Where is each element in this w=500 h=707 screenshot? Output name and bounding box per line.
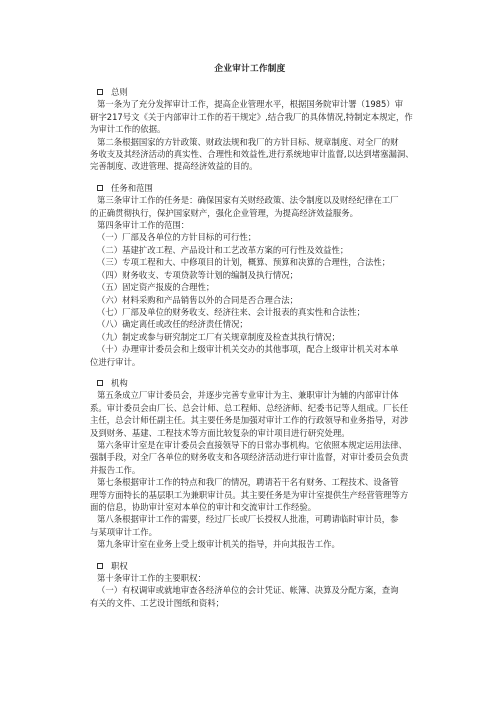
section-heading: [90, 86, 420, 98]
section-heading-text: 机构: [111, 377, 128, 388]
document-title: 企业审计工作制度: [214, 64, 286, 74]
checkbox-square-icon: [97, 380, 103, 386]
paragraph-line: 面的信息，协助审计室对本单位的审计和交流审计工作经验。: [90, 502, 317, 512]
paragraph-line: 第十条审计工作的主要职权：: [97, 573, 206, 584]
paragraph-line: 完善制度、改进管理、提高经济效益的目的。: [90, 161, 258, 172]
section-gap: [90, 368, 420, 377]
section-gap: [90, 551, 420, 560]
list-item-line: （三）专项工程和大、中修项目的计划，概算、预算和决算的合理性，合法性；: [97, 257, 391, 268]
list-item-line: 有关的文件、工艺设计图纸和资料；: [90, 597, 224, 608]
paragraph-line: 理等方面特长的基层职工为兼职审计员。其主要任务是为审计室提供生产经营管理等方: [90, 489, 409, 500]
paragraph-line: 与某项审计工作。: [90, 526, 157, 537]
paragraph-line: 的正确贯彻执行，保护国家财产，强化企业管理，为提高经济效益服务。: [90, 207, 358, 218]
paragraph-line: 并报告工作。: [90, 464, 141, 475]
list-item-line: （八）确定离任或改任的经济责任情况；: [97, 319, 248, 330]
checkbox-square-icon: [97, 185, 103, 191]
section-heading: [90, 182, 420, 194]
paragraph-line: 为审计工作的依据。: [90, 124, 166, 135]
list-item-line: （九）制定或参与研究制定工厂有关规章制度及检查其执行情况；: [97, 331, 340, 342]
list-item-line: （十）办理审计委员会和上级审计机关交办的其他事项，配合上级审计机关对本单: [97, 344, 399, 355]
paragraph-line: 第三条审计工作的任务是：确保国家有关财经政策、法令制度以及财经纪律在工厂: [97, 195, 399, 206]
list-item-line: （一）有权调审或就地审查各经济单位的会计凭证、帐簿、决算及分配方案，查询: [97, 585, 399, 596]
section-heading-text: 总则: [111, 87, 128, 97]
checkbox-square-icon: [97, 563, 103, 569]
paragraph-line: 第九条审计室在业务上受上级审计机关的指导，并向其报告工作。: [97, 539, 340, 550]
paragraph-line: 第八条根据审计工作的需要，经过厂长或厂长授权人批准，可聘请临时审计员，参: [97, 514, 399, 525]
paragraph-line: 及到财务、基建、工程技术等方面比较复杂的审计项目进行研究处理。: [90, 427, 350, 438]
section-heading: [90, 377, 420, 389]
paragraph-line: 第四条审计工作的范围：: [97, 220, 190, 231]
paragraph-line: 第二条根据国家的方针政策、财政法规和我厂的方针目标、规章制度、对全厂的财: [97, 136, 399, 147]
list-item-line: 位进行审计。: [90, 356, 141, 367]
list-item-line: （六）材料采购和产品销售以外的合同是否合理合法；: [97, 294, 298, 305]
list-item-line: （五）固定资产报废的合理性；: [97, 282, 215, 293]
section-heading-text: 任务和范围: [111, 182, 153, 193]
paragraph-line: 主任，总会计师任副主任。其主要任务是加强对审计工作的行政领导和业务指导，对涉: [90, 415, 409, 426]
list-item-line: （四）财务收支、专项贷款等计划的编制及执行情况；: [97, 269, 298, 280]
section-heading-text: 职权: [111, 560, 128, 571]
paragraph-line: 第五条成立厂审计委员会，并逐步完善专业审计为主、兼职审计为辅的内部审计体: [97, 390, 399, 401]
paragraph-line: 第七条根据审计工作的特点和我厂的情况，聘请若干名有财务、工程技术、设备管: [97, 477, 399, 488]
paragraph-line: 强制手段，对全厂各单位的财务收支和各项经济活动进行审计监督，对审计委员会负责: [90, 452, 409, 463]
checkbox-square-icon: [97, 89, 103, 95]
list-item-line: （七）厂部及单位的财务收支、经济往来、会计报表的真实性和合法性；: [97, 306, 365, 317]
paragraph-line: 务收支及其经济活动的真实性、合理性和效益性,进行系统地审计监督,以达到堵塞漏洞、: [90, 149, 414, 160]
paragraph-line: 系。审计委员会由厂长、总会计师、总工程师、总经济师、纪委书记等人组成。厂长任: [90, 402, 409, 413]
list-item-line: （一）厂部及各单位的方针目标的可行性；: [97, 232, 257, 243]
section-gap: [90, 173, 420, 182]
document-body: [90, 86, 420, 609]
paragraph-line: 研字217号文《关于内部审计工作的若干规定》,结合我厂的具体情况,特制定本规定，作: [90, 111, 413, 122]
list-item-line: （二）基建扩改工程、产品设计和工艺改革方案的可行性及效益性；: [97, 244, 349, 255]
section-heading: [90, 560, 420, 572]
paragraph-line: 第六条审计室是在审计委员会直接领导下的日常办事机构。它依照本规定运用法律、: [97, 439, 407, 450]
paragraph-line: 第一条为了充分发挥审计工作，提高企业管理水平，根据国务院审计署（1985）审: [97, 99, 404, 110]
